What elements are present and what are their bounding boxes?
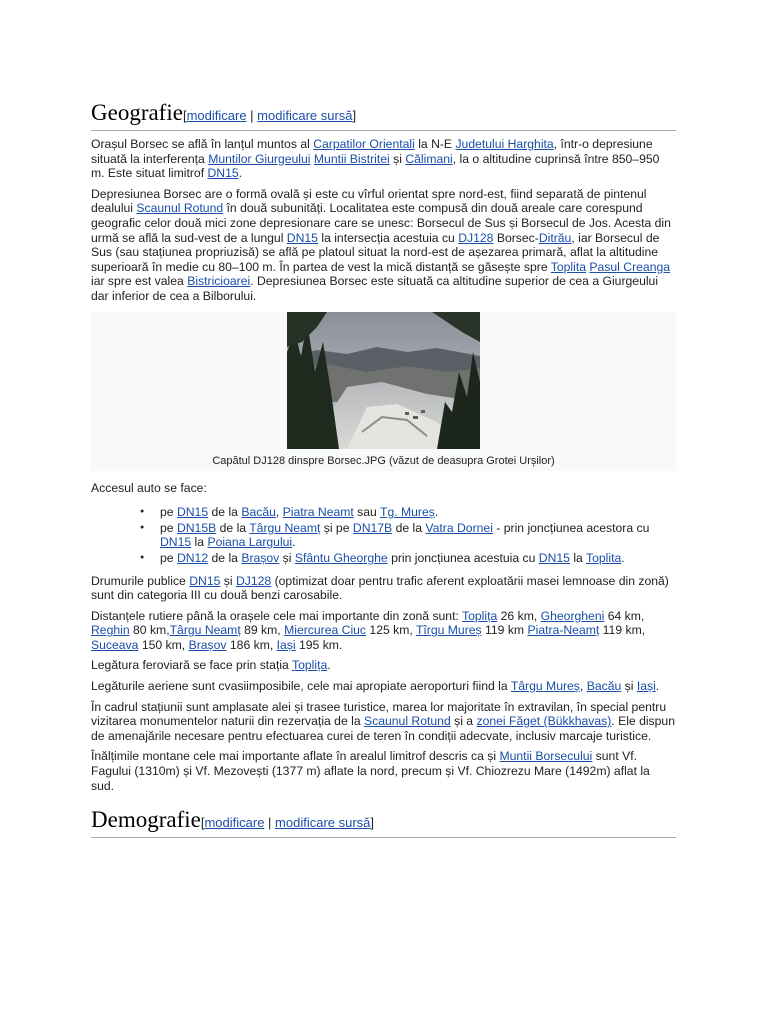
edit-link[interactable]: modificare <box>204 815 265 831</box>
access-list <box>91 505 676 565</box>
link-dn12[interactable]: DN12 <box>176 550 209 565</box>
link-miercurea-ciuc[interactable]: Miercurea Ciuc <box>284 623 367 638</box>
figure-djl128 <box>91 312 676 471</box>
paragraph-air: Legăturile aeriene sunt cvasiimposibile, cele mai apropiate aeroporturi fiind la Târgu Mureș, Bacău și Iași. <box>91 679 660 694</box>
link-dj128[interactable]: DJ128 <box>458 230 494 245</box>
link-targu-neamt[interactable]: Târgu Neamț <box>249 520 321 535</box>
link-vatra-dornei[interactable]: Vatra Dornei <box>425 520 493 535</box>
link-tg-mures[interactable]: Tg. Mureș <box>380 505 435 520</box>
link-brasov[interactable]: Brașov <box>188 637 227 652</box>
paragraph-depression: Depresiunea Borsec are o formă ovală și este cu vîrful orientat spre nord-est, fiind separată de pintenul dealului Scaunul Rotund în două subunități. Localitatea este compusă din două areale care corespund geografic celor două mici zone depresionare care se unesc: Borsecul de Sus și Borsecul de Jos. Acesta din urmă se află la sud-vest de a lungul DN15 la intersecția acestuia cu DJ128 Borsec-Ditrău, iar Borsecul de Sus (sau stațiunea propriuzisă) se află pe platoul situat la nord-est de așezarea primară, aflat la altitudine superioară în medie cu 80–100 m. În partea de vest la mică distanță se găsește spre Toplita Pasul Creanga iar spre est valea Bistricioarei. Depresiunea Borsec este situată ca altitudine superior de cea a Giurgeului dar inferior de cea a Bilborului. <box>91 186 671 303</box>
link-toplita[interactable]: Toplita <box>550 259 587 274</box>
section-title: Geografie <box>91 100 183 125</box>
paragraph-location: Orașul Borsec se află în lanțul muntos al Carpatilor Orientali la N-E Judetului Harghita, într-o depresiune situată la interferența Muntilor Giurgeului Muntii Bistritei și Călimani, la o altitudine cuprinsă între 850–950 m. Este situat limitrof DN15. <box>91 137 660 181</box>
link-dn15b[interactable]: DN15B <box>176 520 217 535</box>
link-bacau[interactable]: Bacău <box>586 679 622 694</box>
edit-links: [modificare | modificare sursă] <box>182 108 357 123</box>
edit-source-link[interactable]: modificare sursă <box>275 815 371 831</box>
edit-links: [modificare | modificare sursă] <box>200 815 375 831</box>
link-piatra-neamt[interactable]: Piatra-Neamț <box>527 623 600 638</box>
edit-source-link[interactable]: modificare sursă <box>257 108 353 123</box>
link-scaunul-rotund[interactable]: Scaunul Rotund <box>136 201 224 216</box>
link-dj128[interactable]: DJ128 <box>235 573 272 588</box>
link-targu-neamt[interactable]: Târgu Neamț <box>169 623 241 638</box>
link-bistricioarei[interactable]: Bistricioarei <box>187 274 251 289</box>
section-title: Demografie <box>91 807 201 833</box>
link-muntii-borsecului[interactable]: Muntii Borsecului <box>499 749 593 764</box>
link-gheorgheni[interactable]: Gheorgheni <box>540 608 605 623</box>
section-heading-geografie <box>91 100 676 131</box>
list-item: ● pe DN15B de la Târgu Neamț și pe DN17B de la Vatra Dornei - prin joncțiunea acestora cu DN15 la Poiana Largului. <box>140 521 676 550</box>
link-toplita[interactable]: Toplita <box>586 550 622 565</box>
link-piatra-neamt[interactable]: Piatra Neamt <box>282 505 354 520</box>
link-toplita[interactable]: Toplița <box>462 608 498 623</box>
link-muntii-bistritei[interactable]: Muntii Bistritei <box>313 151 390 166</box>
link-zonei-faget[interactable]: zonei Făget (Bükkhavas) <box>476 714 612 729</box>
link-dn15[interactable]: DN15 <box>176 505 209 520</box>
paragraph-tourism: În cadrul stațiunii sunt amplasate alei și trasee turistice, marea lor majoritate în extravilan, în special pentru vizitarea monumentelor naturii din rezervația de la Scaunul Rotund și a zonei Făget (Bükkhavas). Ele dispun de amenajările necesare pentru efectuarea curei de teren în condiții adecvate, inclusiv marcaje turistice. <box>91 699 675 743</box>
link-iasi[interactable]: Iași <box>636 679 656 694</box>
paragraph-distances: Distanțele rutiere până la orașele cele mai importante din zonă sunt: Toplița 26 km, Gheorgheni 64 km, Reghin 80 km,Târgu Neamț 89 km, Miercurea Ciuc 125 km, Tîrgu Mureș 119 km Piatra-Neamț 119 km, Suceava 150 km, Brașov 186 km, Iași 195 km. <box>91 608 646 652</box>
link-reghin[interactable]: Reghin <box>91 623 130 638</box>
list-item: ● pe DN15 de la Bacău, Piatra Neamt sau Tg. Mureș. <box>140 505 676 520</box>
link-ditrau[interactable]: Ditrău <box>538 230 572 245</box>
paragraph-rail: Legătura feroviară se face prin stația Toplița. <box>91 658 331 673</box>
link-tirgu-mures[interactable]: Tîrgu Mureș <box>415 623 482 638</box>
link-carpatilor-orientali[interactable]: Carpatilor Orientali <box>313 137 415 151</box>
link-scaunul-rotund[interactable]: Scaunul Rotund <box>364 714 451 729</box>
link-dn15[interactable]: DN15 <box>207 166 239 181</box>
link-dn17b[interactable]: DN17B <box>352 520 393 535</box>
link-judetului-harghita[interactable]: Judetului Harghita <box>455 137 554 151</box>
link-suceava[interactable]: Suceava <box>91 637 139 652</box>
link-pasul-creanga[interactable]: Pasul Creanga <box>589 259 671 274</box>
article-content <box>91 100 676 838</box>
link-poiana-largului[interactable]: Poiana Largului <box>207 535 293 550</box>
access-intro: Accesul auto se face: <box>91 480 207 495</box>
paragraph-heights: Înălțimile montane cele mai importante aflate în arealul limitrof descris ca și Muntii Borsecului sunt Vf. Fagului (1310m) și Vf. Mezovești (1377 m) aflate la nord, precum și Vf. Chiozrezu Mare (1492m) aflat la sud. <box>91 749 650 793</box>
link-brasov[interactable]: Brașov <box>241 550 280 565</box>
list-item: ● pe DN12 de la Brașov și Sfântu Gheorghe prin joncțiunea acestuia cu DN15 la Toplita. <box>140 551 676 566</box>
link-dn15[interactable]: DN15 <box>160 535 192 550</box>
link-dn15[interactable]: DN15 <box>189 573 221 588</box>
landscape-photo[interactable] <box>287 312 480 449</box>
link-calimani[interactable]: Călimani <box>405 151 453 166</box>
link-dn15[interactable]: DN15 <box>286 230 318 245</box>
link-dn15[interactable]: DN15 <box>538 550 570 565</box>
link-iasi[interactable]: Iași <box>276 637 296 652</box>
edit-link[interactable]: modificare <box>186 108 247 123</box>
figure-caption: Capătul DJ128 dinspre Borsec.JPG (văzut de deasupra Grotei Urșilor) <box>212 454 555 467</box>
link-bacau[interactable]: Bacău <box>241 505 276 520</box>
link-sfantu-gheorghe[interactable]: Sfântu Gheorghe <box>294 550 388 565</box>
paragraph-roads: Drumurile publice DN15 și DJ128 (optimizat doar pentru trafic aferent exploatării masei lemnoase din zonă) sunt din categoria III cu două benzi carosabile. <box>91 573 669 603</box>
link-toplita[interactable]: Toplița <box>292 658 328 673</box>
link-targu-mures[interactable]: Târgu Mureș <box>510 679 580 694</box>
section-heading-demografie <box>91 807 676 838</box>
link-muntilor-giurgeului[interactable]: Muntilor Giurgeului <box>208 151 311 166</box>
